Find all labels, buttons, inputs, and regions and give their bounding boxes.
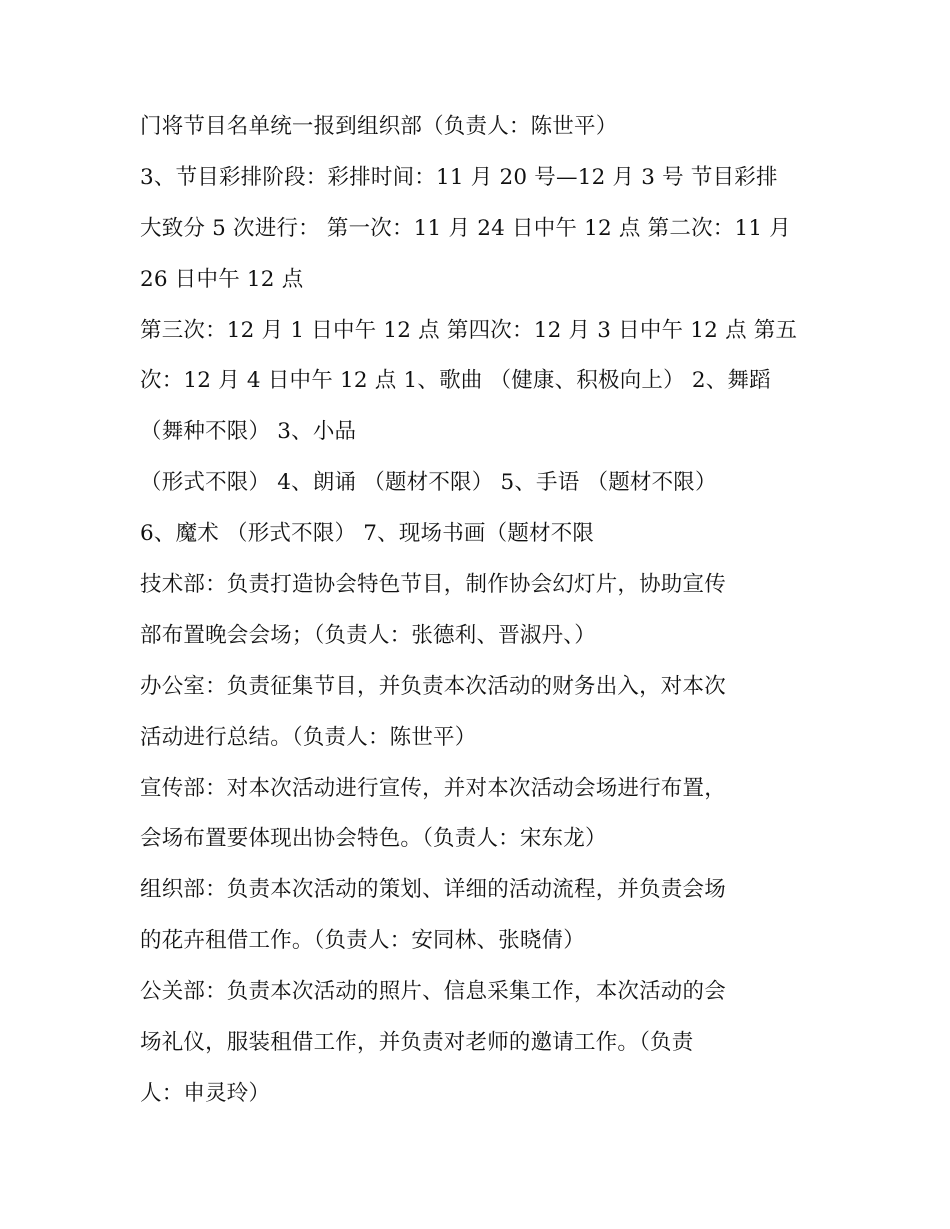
text-line: 宣传部：对本次活动进行宣传，并对本次活动会场进行布置， (140, 775, 726, 801)
text-line: 次：12 月 4 日中午 12 点 1、歌曲 （健康、积极向上） 2、舞蹈 (140, 368, 771, 394)
text-line: 6、魔术 （形式不限） 7、现场书画（题材不限 (140, 521, 595, 547)
text-line: 公关部：负责本次活动的照片、信息采集工作，本次活动的会 (140, 979, 726, 1005)
text-line: 人：申灵玲） (140, 1080, 271, 1106)
text-line: 的花卉租借工作。（负责人：安同林、张晓倩） (140, 928, 585, 954)
text-line: 26 日中午 12 点 (140, 266, 304, 292)
text-line: 大致分 5 次进行： 第一次：11 月 24 日中午 12 点 第二次：11 月 (140, 215, 791, 241)
text-line: 3、节目彩排阶段：彩排时间：11 月 20 号—12 月 3 号 节目彩排 (140, 164, 778, 190)
text-line: 部布置晚会会场；（负责人：张德利、晋淑丹、） (140, 622, 596, 648)
text-line: 会场布置要体现出协会特色。（负责人：宋东龙） (140, 826, 607, 852)
text-line: 组织部：负责本次活动的策划、详细的活动流程，并负责会场 (140, 877, 726, 903)
text-line: （舞种不限） 3、小品 (140, 419, 357, 445)
text-line: 活动进行总结。（负责人：陈世平） (140, 724, 477, 750)
text-line: 场礼仪，服装租借工作，并负责对老师的邀请工作。（负责 (140, 1030, 694, 1056)
text-line: （形式不限） 4、朗诵 （题材不限） 5、手语 （题材不限） (140, 470, 717, 496)
text-line: 办公室：负责征集节目，并负责本次活动的财务出入，对本次 (140, 673, 726, 699)
document-page (140, 102, 820, 1120)
text-line: 门将节目名单统一报到组织部（负责人：陈世平） (140, 114, 618, 139)
text-line: 第三次：12 月 1 日中午 12 点 第四次：12 月 3 日中午 12 点 第五 (140, 317, 798, 343)
text-line: 技术部：负责打造协会特色节目，制作协会幻灯片，协助宣传 (140, 572, 726, 598)
